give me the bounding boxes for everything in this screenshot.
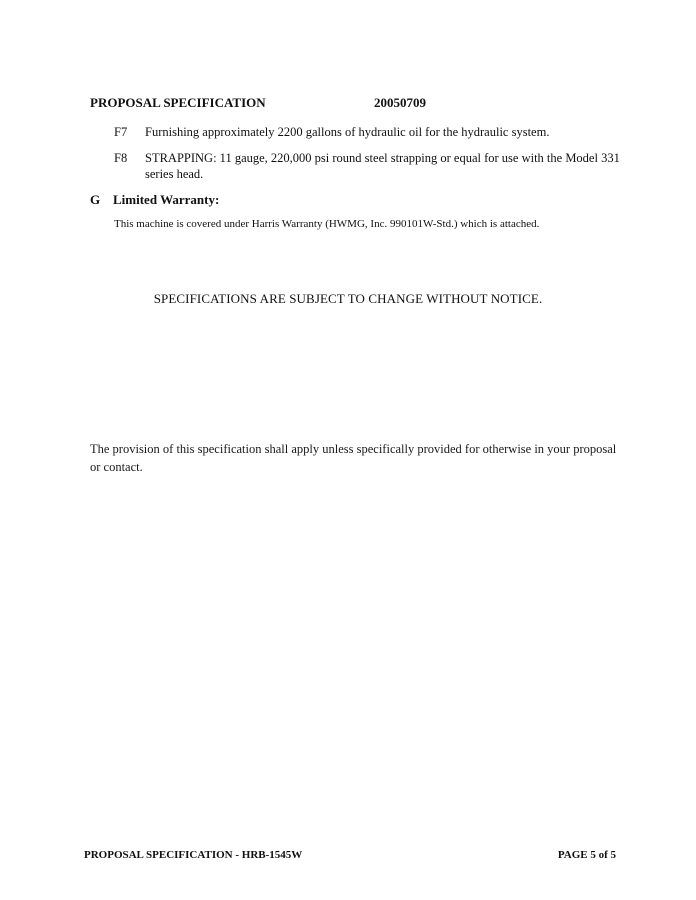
- change-notice: SPECIFICATIONS ARE SUBJECT TO CHANGE WITHOUT NOTICE.: [153, 291, 543, 306]
- spec-item-text: Furnishing approximately 2200 gallons of hydraulic oil for the hydraulic system.: [145, 125, 550, 139]
- warranty-text: This machine is covered under Harris Warranty (HWMG, Inc. 990101W-Std.) which is attached.: [114, 218, 540, 230]
- header-title: PROPOSAL SPECIFICATION: [90, 95, 266, 110]
- spec-item-f7: [114, 124, 614, 142]
- page-header: [90, 95, 610, 113]
- footer-page-number: PAGE 5 of 5: [557, 849, 616, 861]
- header-code: 20050709: [374, 95, 426, 110]
- provision-paragraph: The provision of this specification shall apply unless specifically provided for otherwise in your proposal or contact.: [90, 442, 617, 474]
- page-footer: [84, 849, 616, 865]
- spec-item-text: STRAPPING: 11 gauge, 220,000 psi round steel strapping or equal for use with the Model 331 series head.: [145, 151, 620, 181]
- spec-item-number: F7: [114, 125, 128, 139]
- spec-item-number: F8: [114, 151, 128, 165]
- section-letter: G: [90, 192, 101, 207]
- section-label: Limited Warranty:: [113, 192, 220, 207]
- spec-item-f8: [114, 150, 620, 184]
- footer-document-title: PROPOSAL SPECIFICATION - HRB-1545W: [84, 849, 303, 861]
